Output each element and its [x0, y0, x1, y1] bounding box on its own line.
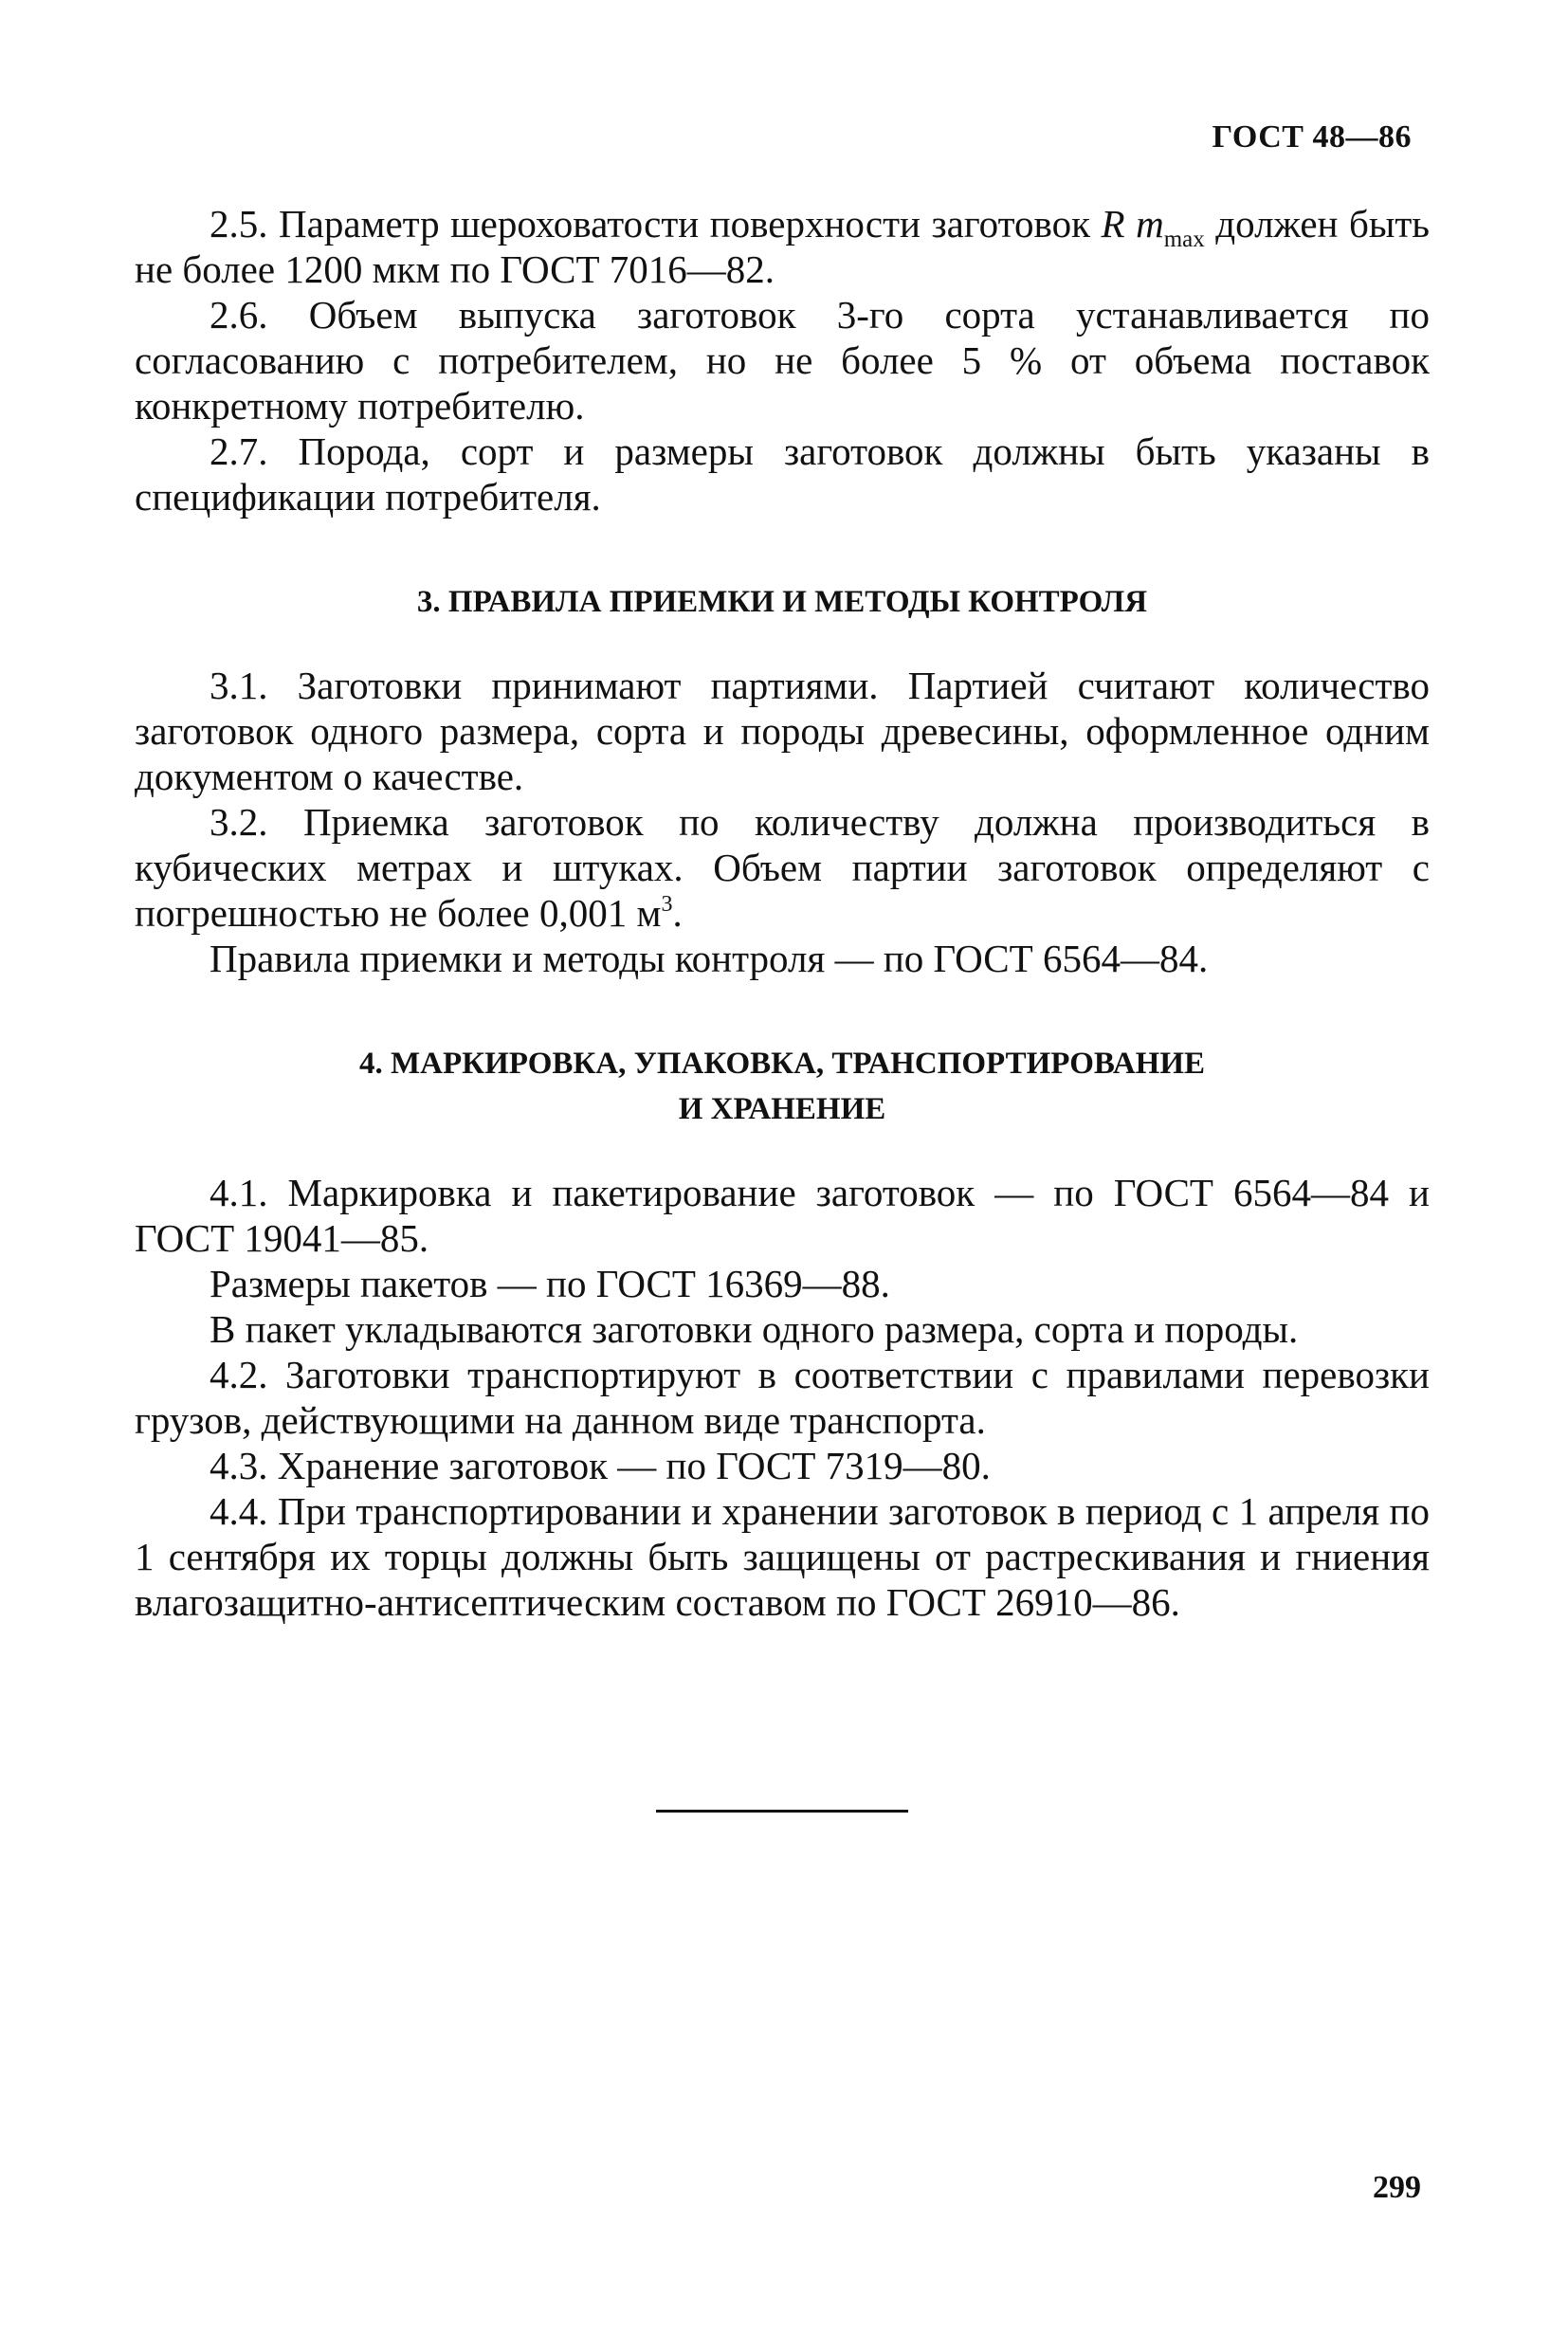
paragraph-2-5-text-b: должен быть не более 1200 мкм по ГОСТ 7016—82. [135, 202, 1431, 291]
standard-code-header: ГОСТ 48—86 [1212, 119, 1412, 155]
paragraph-3-2-text: 3.2. Приемка заготовок по количеству должна производиться в кубических метрах и штуках. Объем партии заготовок определяют с погрешностью не более 0,001 м [135, 800, 1430, 935]
paragraph-2-5 [135, 201, 1430, 292]
paragraph-4-2: 4.2. Заготовки транспортируют в соответствии с правилами перевозки грузов, действующими на данном виде транспорта. [135, 1353, 1430, 1442]
paragraph-3-2-end: . [672, 891, 683, 935]
section-4-title-line1: 4. МАРКИРОВКА, УПАКОВКА, ТРАНСПОРТИРОВАНИЕ [359, 1047, 1205, 1081]
paragraph-3-2 [135, 799, 1430, 936]
section-4-title-line2: И ХРАНЕНИЕ [678, 1092, 886, 1126]
paragraph-4-1: 4.1. Маркировка и пакетирование заготовок — по ГОСТ 6564—84 и ГОСТ 19041—85. [135, 1171, 1430, 1260]
cubic-superscript: 3 [661, 892, 673, 917]
paragraph-2-5-text-a: 2.5. Параметр шероховатости поверхности заготовок [210, 202, 1091, 246]
page-number: 299 [1373, 2170, 1421, 2205]
paragraph-4-1-pack: В пакет укладываются заготовки одного размера, сорта и породы. [210, 1307, 1299, 1351]
document-body [135, 201, 1430, 1625]
paragraph-3-rules: Правила приемки и методы контроля — по ГОСТ 6564—84. [210, 937, 1209, 980]
section-3-title: 3. ПРАВИЛА ПРИЕМКИ И МЕТОДЫ КОНТРОЛЯ [416, 585, 1148, 619]
paragraph-3-1: 3.1. Заготовки принимают партиями. Партией считают количество заготовок одного размера, сорта и породы древесины, оформленное одним документом о качестве. [135, 664, 1430, 798]
roughness-symbol [1102, 202, 1164, 246]
paragraph-4-4: 4.4. При транспортировании и хранении заготовок в период с 1 апреля по 1 сентября их торцы должны быть защищены от растрескивания и гниения влагозащитно-антисептическим составом по ГОСТ 26910—86. [135, 1489, 1430, 1624]
end-rule-divider [656, 1810, 908, 1813]
paragraph-4-1-sizes: Размеры пакетов — по ГОСТ 16369—88. [210, 1262, 890, 1305]
roughness-symbol-r: R [1101, 202, 1125, 246]
paragraph-4-3: 4.3. Хранение заготовок — по ГОСТ 7319—80. [210, 1444, 991, 1487]
roughness-symbol-m: m [1136, 202, 1164, 246]
roughness-subscript: max [1163, 227, 1205, 252]
paragraph-2-7: 2.7. Порода, сорт и размеры заготовок должны быть указаны в спецификации потребителя. [135, 429, 1430, 519]
paragraph-2-6: 2.6. Объем выпуска заготовок 3-го сорта устанавливается по согласованию с потребителем, но не более 5 % от объема поставок конкретному потребителю. [135, 293, 1430, 428]
